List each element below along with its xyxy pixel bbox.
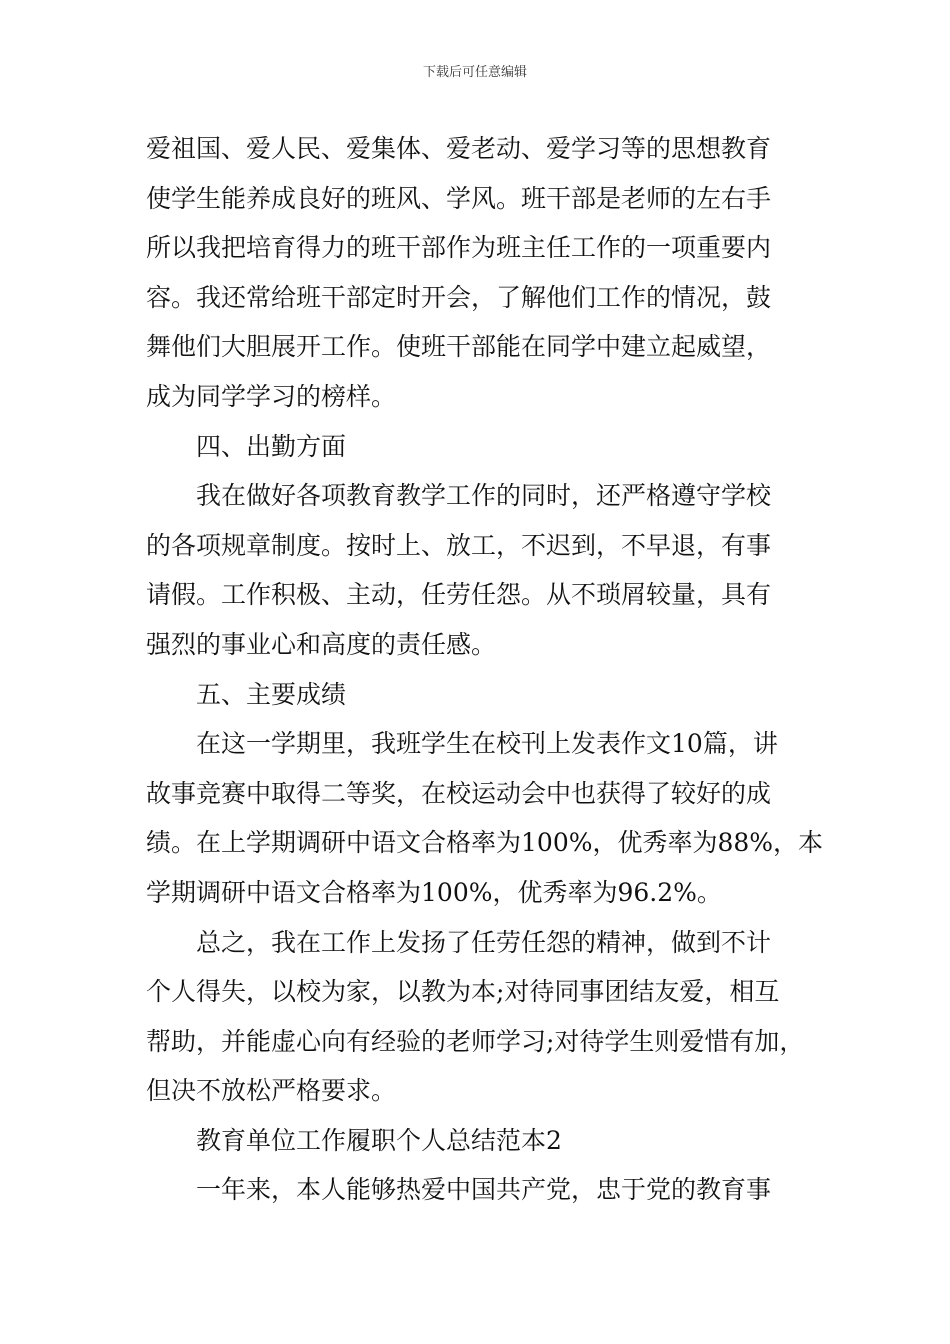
document-subtitle: 教育单位工作履职个人总结范本2 — [196, 1125, 562, 1155]
section-heading-achievements: 五、主要成绩 — [196, 679, 347, 709]
body-line: 帮助，并能虚心向有经验的老师学习;对待学生则爱惜有加， — [146, 1026, 805, 1056]
body-line: 舞他们大胆展开工作。使班干部能在同学中建立起威望， — [146, 332, 772, 362]
paragraph-start: 一年来，本人能够热爱中国共产党，忠于党的教育事 — [196, 1175, 772, 1205]
paragraph-start: 我在做好各项教育教学工作的同时，还严格遵守学校 — [196, 481, 772, 511]
body-line: 容。我还常给班干部定时开会，了解他们工作的情况，鼓 — [146, 282, 772, 312]
section-heading-attendance: 四、出勤方面 — [196, 431, 347, 461]
document-body — [146, 124, 824, 1215]
body-line: 成为同学学习的榜样。 — [146, 381, 397, 411]
paragraph-start: 在这一学期里，我班学生在校刊上发表作文10篇，讲 — [196, 729, 778, 759]
body-line: 学期调研中语文合格率为100%，优秀率为96.2%。 — [146, 877, 722, 907]
page-header: 下载后可任意编辑 — [422, 65, 527, 80]
paragraph-start: 总之，我在工作上发扬了任劳任怨的精神，做到不计 — [196, 927, 772, 957]
body-line: 使学生能养成良好的班风、学风。班干部是老师的左右手 — [146, 183, 772, 213]
body-line: 强烈的事业心和高度的责任感。 — [146, 629, 497, 659]
body-line: 故事竞赛中取得二等奖，在校运动会中也获得了较好的成 — [146, 778, 772, 808]
body-line: 请假。工作积极、主动，任劳任怨。从不琐屑较量，具有 — [146, 580, 772, 610]
body-line: 个人得失，以校为家，以教为本;对待同事团结友爱，相互 — [146, 977, 780, 1007]
body-line: 但决不放松严格要求。 — [146, 1076, 397, 1106]
body-line: 爱祖国、爱人民、爱集体、爱老动、爱学习等的思想教育 — [146, 134, 772, 163]
body-line: 所以我把培育得力的班干部作为班主任工作的一项重要内 — [146, 233, 772, 263]
body-line: 绩。在上学期调研中语文合格率为100%，优秀率为88%，本 — [146, 828, 824, 858]
body-line: 的各项规章制度。按时上、放工，不迟到，不早退，有事 — [146, 530, 772, 560]
